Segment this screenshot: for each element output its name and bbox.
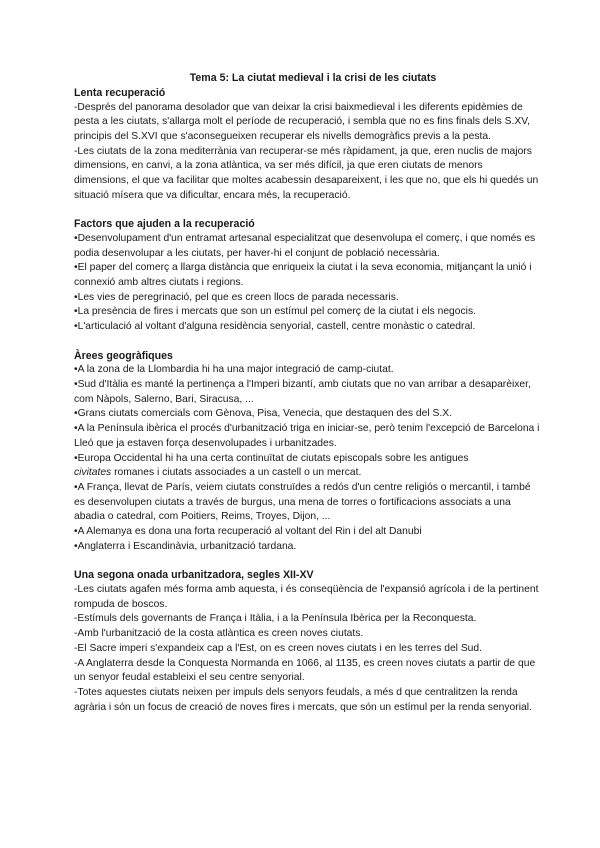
bullet-item: •A la zona de la Llombardia hi ha una major integració de camp-ciutat. bbox=[74, 364, 394, 376]
paragraph: -Les ciutats agafen més forma amb aquesta, i és conseqüència de l'expansió agrícola i de la pertinent rompuda de boscos. bbox=[74, 583, 539, 610]
bullet-item: •Grans ciutats comercials com Gènova, Pisa, Venecia, que destaquen des del S.X. bbox=[74, 408, 452, 420]
paragraph: -A Anglaterra desde la Conquesta Normanda en 1066, al 1135, es creen noves ciutats a partir de que un senyor feudal estableixi el seu centre senyorial. bbox=[74, 657, 536, 684]
bullet-item: •Les vies de peregrinació, pel que es creen llocs de parada necessaris. bbox=[74, 291, 399, 303]
bullet-item-europa bbox=[74, 452, 540, 481]
section-title: Una segona onada urbanitzadora, segles XII-XV bbox=[74, 569, 314, 582]
section-title: Lenta recuperació bbox=[74, 87, 166, 99]
bullet-item: •A la Península ibèrica el procés d'urbanització triga en iniciar-se, però tenim l'excepció de Barcelona i Lleó que ja estaven força desenvolupades i urbanitzades. bbox=[74, 423, 540, 449]
bullet-item: •La presència de fires i mercats que son un estímul pel comerç de la ciutat i els negocis. bbox=[74, 306, 476, 318]
paragraph: -Amb l'urbanització de la costa atlàntica es creen noves ciutats. bbox=[74, 628, 364, 640]
document-title: Tema 5: La ciutat medieval i la crisi de les ciutats bbox=[189, 72, 437, 84]
section-lenta-recuperacio bbox=[74, 86, 540, 203]
section-factors-recuperacio bbox=[74, 217, 540, 334]
bullet-item: •El paper del comerç a llarga distància que enriqueix la ciutat i la seva economia, mitjançant la unió i connexió amb altres ciutats i regions. bbox=[74, 262, 532, 289]
section-arees-geografiques bbox=[74, 349, 540, 555]
bullet-item: •A Alemanya es dona una forta recuperació al voltant del Rin i del alt Danubi bbox=[74, 526, 422, 538]
section-title: Àrees geogràfiques bbox=[74, 349, 173, 362]
section-segona-onada bbox=[74, 568, 540, 715]
bullet-item: •Anglaterra i Escandinàvia, urbanització tardana. bbox=[74, 540, 297, 552]
bullet-text-continued: romanes i ciutats associades a un castell o un mercat. bbox=[111, 467, 362, 479]
paragraph: -Després del panorama desolador que van deixar la crisi baixmedieval i les diferents epidèmies de pesta a les ciutats, s'allarga molt el període de recuperació, i sembla que no es fins finals dels S.XV, principis del S.XVI que s'aconsegueixen recuperar els nivells demogràfics previs a la pesta. bbox=[74, 101, 531, 142]
paragraph: -Totes aquestes ciutats neixen per impuls dels senyors feudals, a més d que centralitzen la renda agrària i són un focus de creació de noves fires i mercats, que són un estímul per la renda senyorial. bbox=[74, 686, 532, 713]
bullet-item: •Desenvolupament d'un entramat artesanal especialitzat que desenvolupa el comerç, i que només es podia desenvolupar a les ciutats, per haver-hi el conjunt de població necessària. bbox=[74, 232, 536, 259]
paragraph: -El Sacre imperi s'expandeix cap a l'Est, on es creen noves ciutats i en les terres del Sud. bbox=[74, 642, 482, 654]
paragraph: -Estímuls dels governants de França i Itàlia, i a la Península Ibèrica per la Reconquesta. bbox=[74, 613, 477, 625]
bullet-text: •Europa Occidental hi ha una certa continuïtat de ciutats episcopals sobre les antigues bbox=[74, 452, 469, 464]
bullet-item: •Sud d'Itàlia es manté la pertinença a l'Imperi bizantí, amb ciutats que no van arribar a desaparèixer, com Nàpols, Salerno, Bari, Siracusa, ... bbox=[74, 379, 531, 405]
paragraph: -Les ciutats de la zona mediterrània van recuperar-se més ràpidament, ja que, eren nuclis de majors dimensions, en canvi, a la zona atlàntica, va ser més difícil, ja que eren ciutats de menors dimensions, el que va facilitar que moltes acabessin desapareixent, i les que no, que els hi quedés un situació mísera que va dificultar, encara més, la recuperació. bbox=[74, 145, 539, 201]
bullet-item: •A França, llevat de París, veiem ciutats construïdes a redós d'un centre religiós o mercantil, i també es desenvolupen ciutats a través de burgus, una mena de torres o fortificacions associats a una abadia o catedral, com Poitiers, Reims, Troyes, Dijon, ... bbox=[74, 481, 531, 523]
bullet-item: •L'articulació al voltant d'alguna residència senyorial, castell, centre monàstic o catedral. bbox=[74, 321, 476, 333]
italic-term: civitates bbox=[74, 467, 112, 479]
section-title: Factors que ajuden a la recuperació bbox=[74, 218, 255, 231]
